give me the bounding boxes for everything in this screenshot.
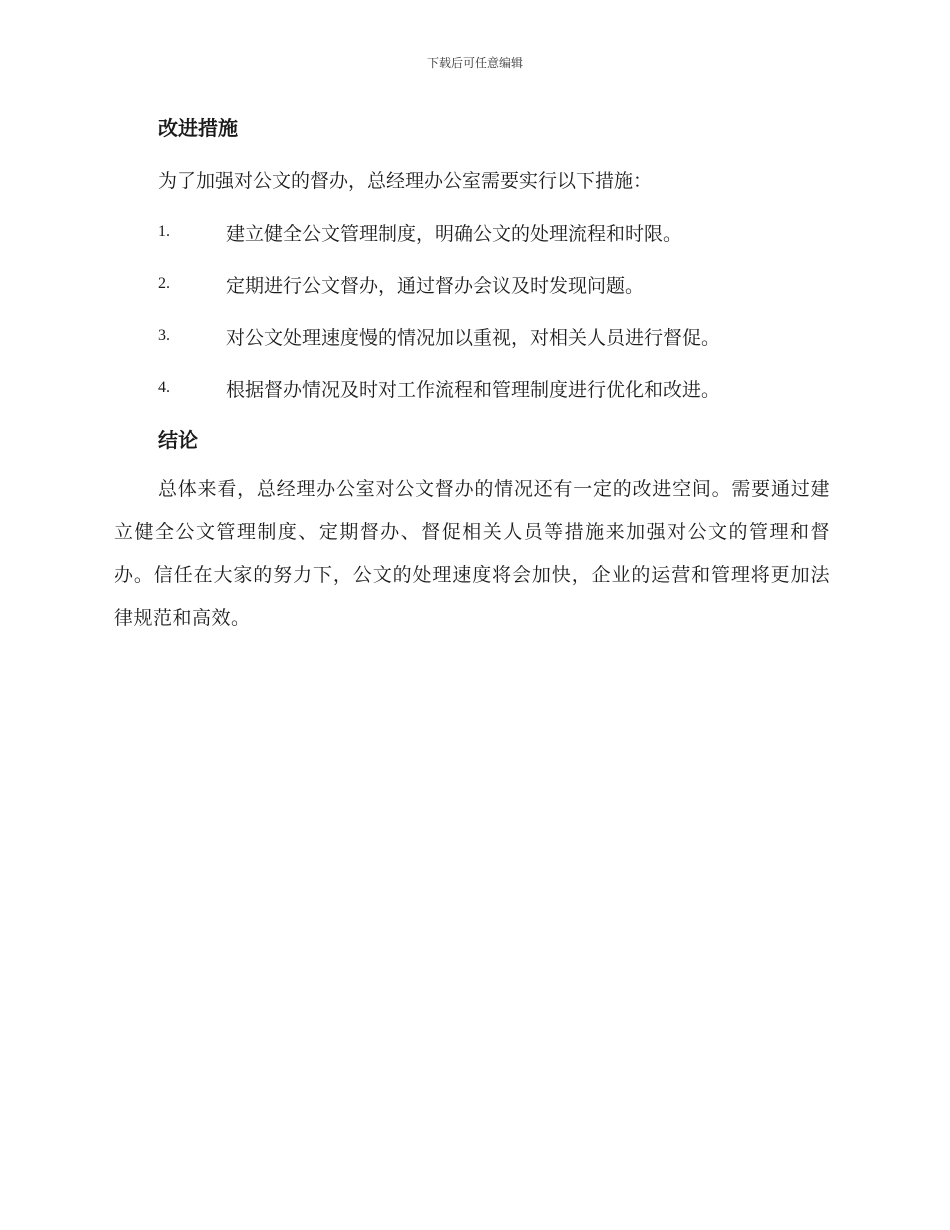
list-item — [114, 258, 830, 310]
list-item — [114, 362, 830, 414]
page-header: 下载后可任意编辑 — [426, 56, 523, 70]
list-item-number: 2. — [158, 275, 170, 292]
section-heading-conclusion: 结论 — [158, 428, 198, 452]
improvement-intro: 为了加强对公文的督办，总经理办公室需要实行以下措施： — [158, 170, 653, 192]
list-item-number: 4. — [158, 379, 170, 396]
list-item-text: 建立健全公文管理制度，明确公文的处理流程和时限。 — [226, 222, 683, 245]
list-item-text: 对公文处理速度慢的情况加以重视，对相关人员进行督促。 — [226, 326, 721, 349]
list-item — [114, 206, 830, 258]
conclusion-paragraph: 总体来看，总经理办公室对公文督办的情况还有一定的改进空间。需要通过建立健全公文管理制度、定期督办、督促相关人员等措施来加强对公文的管理和督办。信任在大家的努力下，公文的处理速度将会加快，企业的运营和管理将更加法律规范和高效。 — [114, 478, 830, 629]
document-body — [114, 110, 830, 640]
list-item-text: 根据督办情况及时对工作流程和管理制度进行优化和改进。 — [226, 378, 721, 401]
list-item-number: 1. — [158, 223, 170, 240]
list-item — [114, 310, 830, 362]
improvement-list — [114, 206, 830, 414]
section-heading-improvement: 改进措施 — [158, 116, 238, 140]
list-item-number: 3. — [158, 327, 170, 344]
list-item-text: 定期进行公文督办，通过督办会议及时发现问题。 — [226, 274, 645, 297]
